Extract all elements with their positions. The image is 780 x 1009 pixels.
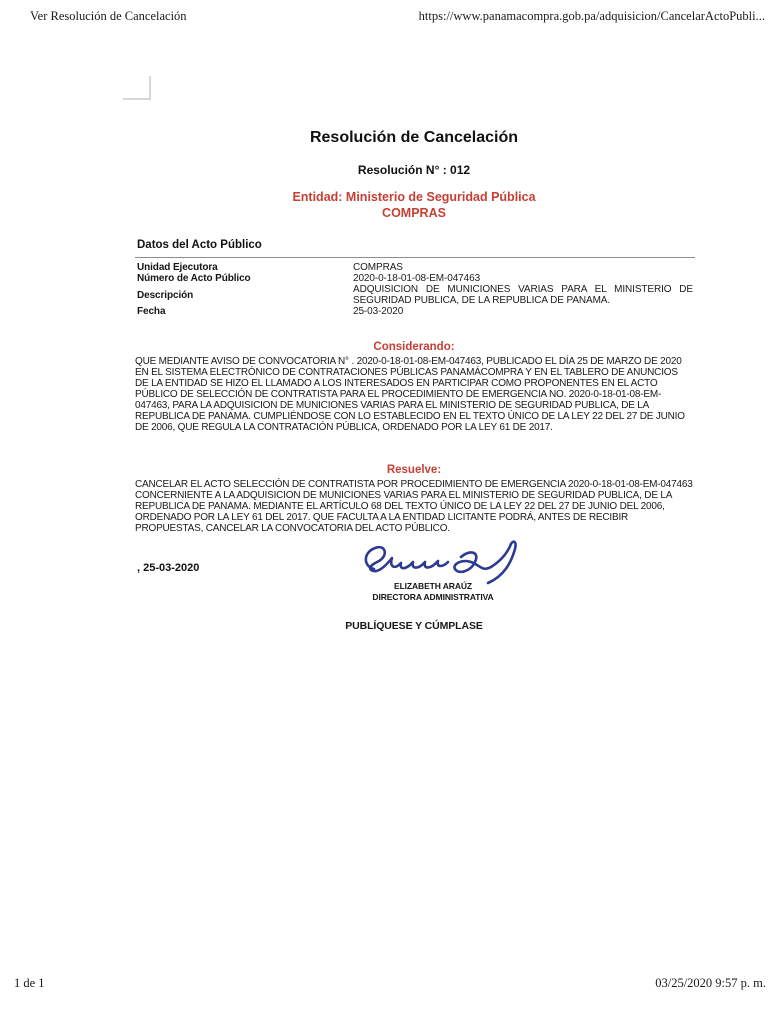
section-divider bbox=[135, 257, 695, 258]
field-row-unidad-ejecutora bbox=[137, 262, 693, 273]
signatory-title: DIRECTORA ADMINISTRATIVA bbox=[372, 592, 494, 602]
field-row-numero-acto bbox=[137, 273, 693, 284]
document-title: Resolución de Cancelación bbox=[309, 129, 519, 146]
scan-corner-mark bbox=[123, 76, 151, 100]
signatory-name: ELIZABETH ARAÚZ bbox=[394, 581, 472, 591]
signatory-block bbox=[333, 581, 533, 603]
signature-stroke-second bbox=[454, 542, 515, 583]
entity-line: Entidad: Ministerio de Seguridad Pública bbox=[292, 190, 536, 204]
field-value: 2020-0-18-01-08-EM-047463 bbox=[353, 273, 481, 284]
considerando-paragraph: QUE MEDIANTE AVISO DE CONVOCATORIA N° . 2020-0-18-01-08-EM-047463, PUBLICADO EL DÍA 25 DE MARZO DE 2020 EN EL SISTEMA ELECTRÓNICO DE CONTRATACIONES PÚBLICAS PANAMÁCOMPRA Y EN EL TABLERO DE ANUNCIOS DE LA ENTIDAD SE HIZO EL LLAMADO A LOS INTERESADOS EN PARTICIPAR COMO PROPONENTES EN EL ACTO PÚBLICO DE SELECCIÓN DE CONTRATISTA PARA EL PROCEDIMIENTO DE EMERGENCIA NO. 2020-0-18-01-08-EM-047463, PARA LA ADQUISICION DE MUNICIONES VARIAS PARA EL MINISTERIO DE SEGURIDAD PUBLICA, DE LA REPUBLICA DE PANAMA. CUMPLIÉNDOSE CON LO ESTABLECIDO EN EL TEXTO ÚNICO DE LA LEY 22 DEL 27 DE JUNIO DE 2006, QUE REGULA LA CONTRATACIÓN PÚBLICA, ORDENADO POR LA LEY 61 DE 2017. bbox=[135, 356, 685, 433]
resolution-number: Resolución N° : 012 bbox=[357, 163, 471, 177]
datos-section-heading: Datos del Acto Público bbox=[137, 239, 262, 251]
print-header-url: https://www.panamacompra.gob.pa/adquisicion/CancelarActoPubli... bbox=[418, 9, 765, 23]
field-label: Fecha bbox=[137, 306, 166, 317]
signature-date-line: , 25-03-2020 bbox=[137, 562, 200, 574]
resuelve-heading: Resuelve: bbox=[386, 464, 442, 476]
field-row-descripcion bbox=[137, 284, 693, 306]
field-row-fecha bbox=[137, 306, 693, 317]
field-label: Descripción bbox=[137, 289, 194, 301]
field-label: Unidad Ejecutora bbox=[137, 262, 218, 273]
entity-unit: COMPRAS bbox=[382, 206, 446, 220]
resuelve-paragraph: CANCELAR EL ACTO SELECCIÓN DE CONTRATISTA POR PROCEDIMIENTO DE EMERGENCIA 2020-0-18-01-08-EM-047463 CONCERNIENTE A LA ADQUISICION DE MUNICIONES VARIAS PARA EL MINISTERIO DE SEGURIDAD PUBLICA, DE LA REPUBLICA DE PANAMA. MEDIANTE EL ARTÍCULO 68 DEL TEXTO ÚNICO DE LA LEY 22 DEL 27 DE JUNIO DEL 2006, ORDENADO POR LA LEY 61 DEL 2017. QUE FACULTA A LA ENTIDAD LICITANTE PODRÁ, ANTES DE RECIBIR PROPUESTAS, CANCELAR LA CONVOCATORIA DEL ACTO PÚBLICO. bbox=[135, 479, 693, 534]
field-label: Número de Acto Público bbox=[137, 273, 251, 284]
closing-line: PUBLÍQUESE Y CÚMPLASE bbox=[345, 620, 483, 632]
field-value: ADQUISICION DE MUNICIONES VARIAS PARA EL MINISTERIO DE SEGURIDAD PUBLICA, DE LA REPUBLICA DE PANAMA. bbox=[353, 284, 693, 306]
entity-block bbox=[135, 189, 693, 221]
field-value: COMPRAS bbox=[353, 262, 403, 273]
considerando-heading: Considerando: bbox=[373, 341, 455, 353]
print-footer-timestamp: 03/25/2020 9:57 p. m. bbox=[655, 976, 766, 990]
field-value: 25-03-2020 bbox=[353, 306, 404, 317]
print-header-title: Ver Resolución de Cancelación bbox=[30, 9, 187, 23]
signature-stroke-first bbox=[366, 547, 448, 571]
datos-fields-table bbox=[137, 262, 693, 317]
print-footer-page-count: 1 de 1 bbox=[14, 976, 45, 990]
